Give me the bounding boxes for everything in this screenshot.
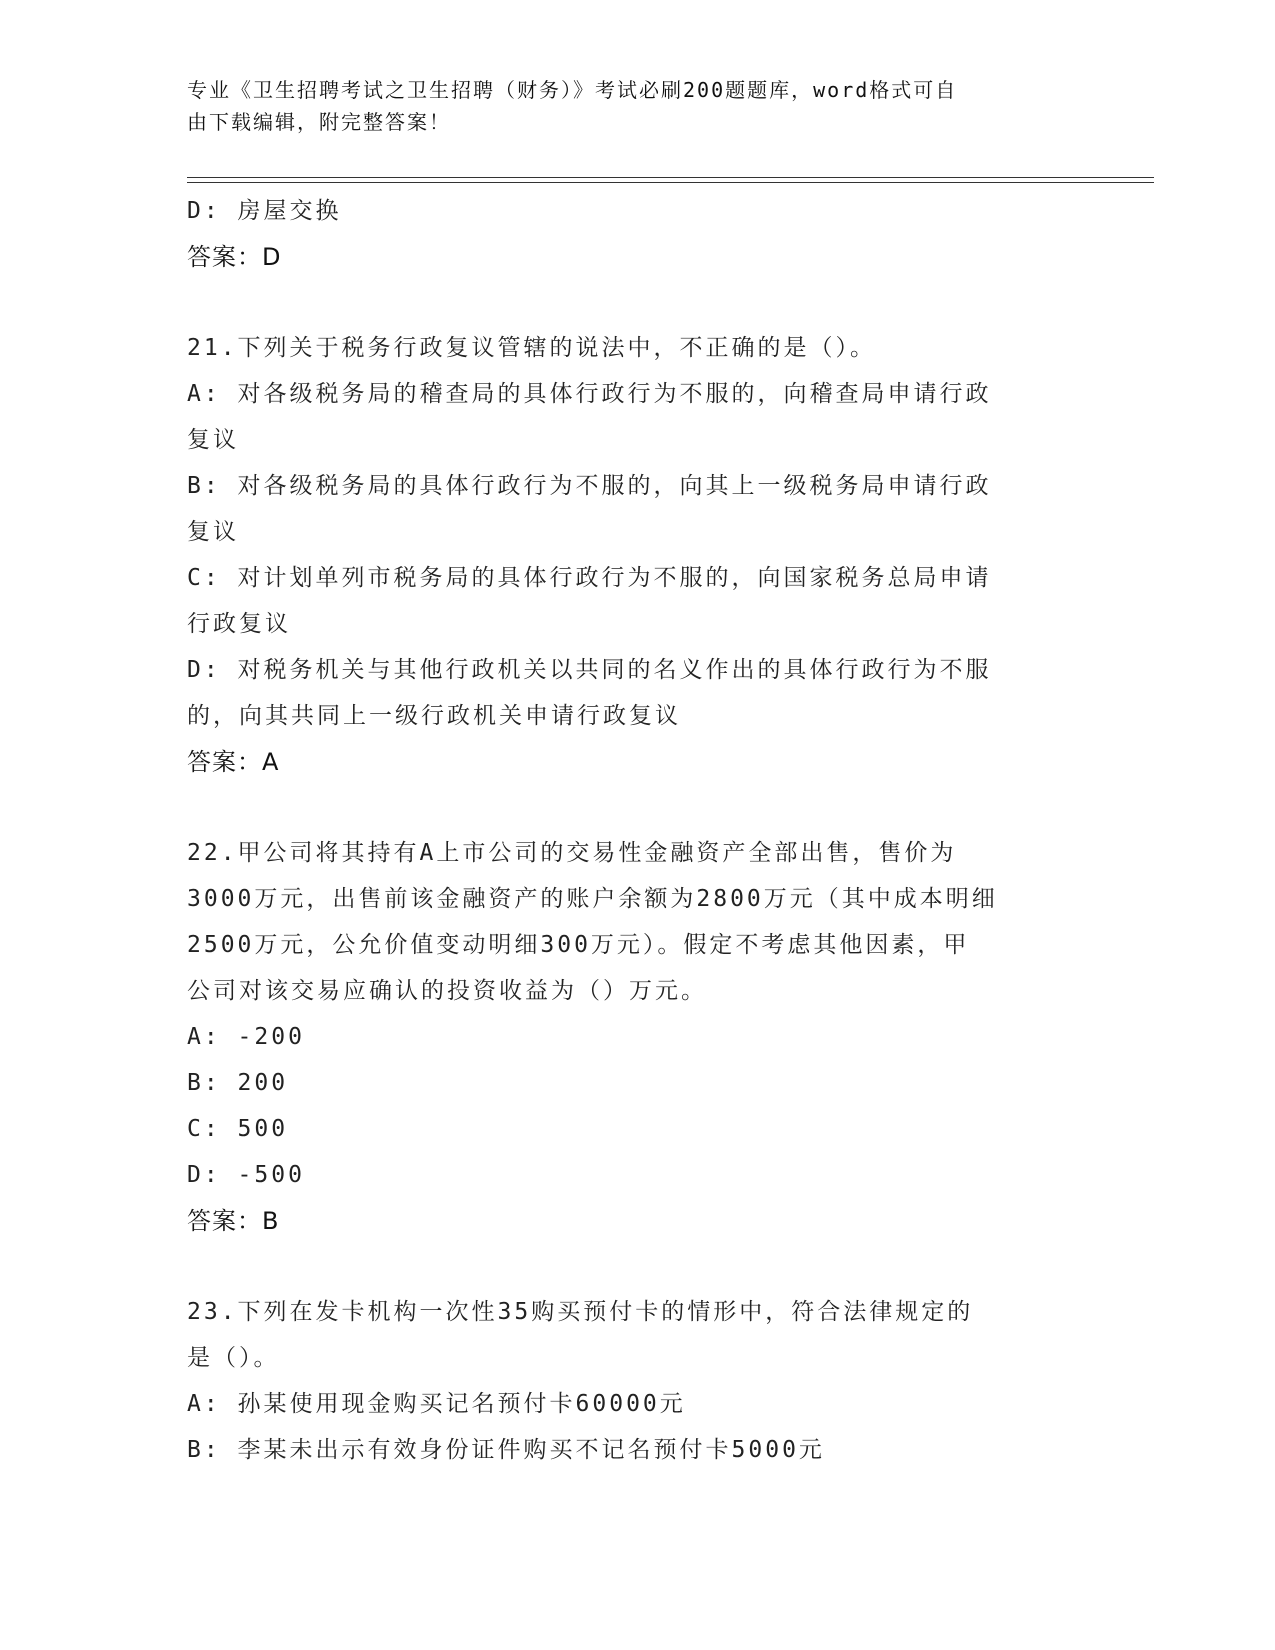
answer-line: 答案：A xyxy=(187,748,280,776)
option-a: A: 孙某使用现金购买记名预付卡60000元 xyxy=(187,1391,686,1417)
document-header xyxy=(187,74,1087,138)
question-stem-cont: 是（）。 xyxy=(187,1345,280,1371)
option-b: B: 对各级税务局的具体行政行为不服的，向其上一级税务局申请行政 xyxy=(187,473,992,499)
question-stem-cont: 公司对该交易应确认的投资收益为（）万元。 xyxy=(187,978,707,1004)
option-d: D: 对税务机关与其他行政机关以共同的名义作出的具体行政行为不服 xyxy=(187,657,992,683)
question-22 xyxy=(187,830,1087,1244)
question-21 xyxy=(187,325,1087,785)
question-20-tail xyxy=(187,188,1087,280)
option-d: D: 房屋交换 xyxy=(187,198,342,224)
option-c-cont: 行政复议 xyxy=(187,611,291,637)
option-b-cont: 复议 xyxy=(187,519,239,545)
answer-line: 答案：D xyxy=(187,243,282,271)
option-b: B: 李某未出示有效身份证件购买不记名预付卡5000元 xyxy=(187,1437,825,1463)
question-stem: 21.下列关于税务行政复议管辖的说法中，不正确的是（）。 xyxy=(187,335,877,361)
document-body xyxy=(187,188,1087,1473)
header-rule-bottom xyxy=(187,182,1154,183)
header-rule-top xyxy=(187,177,1154,178)
question-stem: 22.甲公司将其持有A上市公司的交易性金融资产全部出售，售价为 xyxy=(187,840,957,866)
question-stem: 23.下列在发卡机构一次性35购买预付卡的情形中，符合法律规定的 xyxy=(187,1299,974,1325)
option-d-cont: 的，向其共同上一级行政机关申请行政复议 xyxy=(187,703,681,729)
option-a-cont: 复议 xyxy=(187,427,239,453)
spacer xyxy=(187,1244,1087,1289)
question-stem-cont: 2500万元，公允价值变动明细300万元）。假定不考虑其他因素，甲 xyxy=(187,932,970,958)
question-23 xyxy=(187,1289,1087,1473)
answer-line: 答案：B xyxy=(187,1207,280,1235)
option-b: B: 200 xyxy=(187,1070,289,1096)
question-stem-cont: 3000万元，出售前该金融资产的账户余额为2800万元（其中成本明细 xyxy=(187,886,998,912)
spacer xyxy=(187,785,1087,830)
option-c: C: 对计划单列市税务局的具体行政行为不服的，向国家税务总局申请 xyxy=(187,565,992,591)
header-line-2: 由下载编辑，附完整答案！ xyxy=(187,110,451,134)
spacer xyxy=(187,280,1087,325)
option-a: A: 对各级税务局的稽查局的具体行政行为不服的，向稽查局申请行政 xyxy=(187,381,992,407)
option-c: C: 500 xyxy=(187,1116,289,1142)
option-d: D: -500 xyxy=(187,1162,305,1188)
option-a: A: -200 xyxy=(187,1024,305,1050)
header-line-1: 专业《卫生招聘考试之卫生招聘（财务）》考试必刷200题题库，word格式可自 xyxy=(187,78,958,102)
